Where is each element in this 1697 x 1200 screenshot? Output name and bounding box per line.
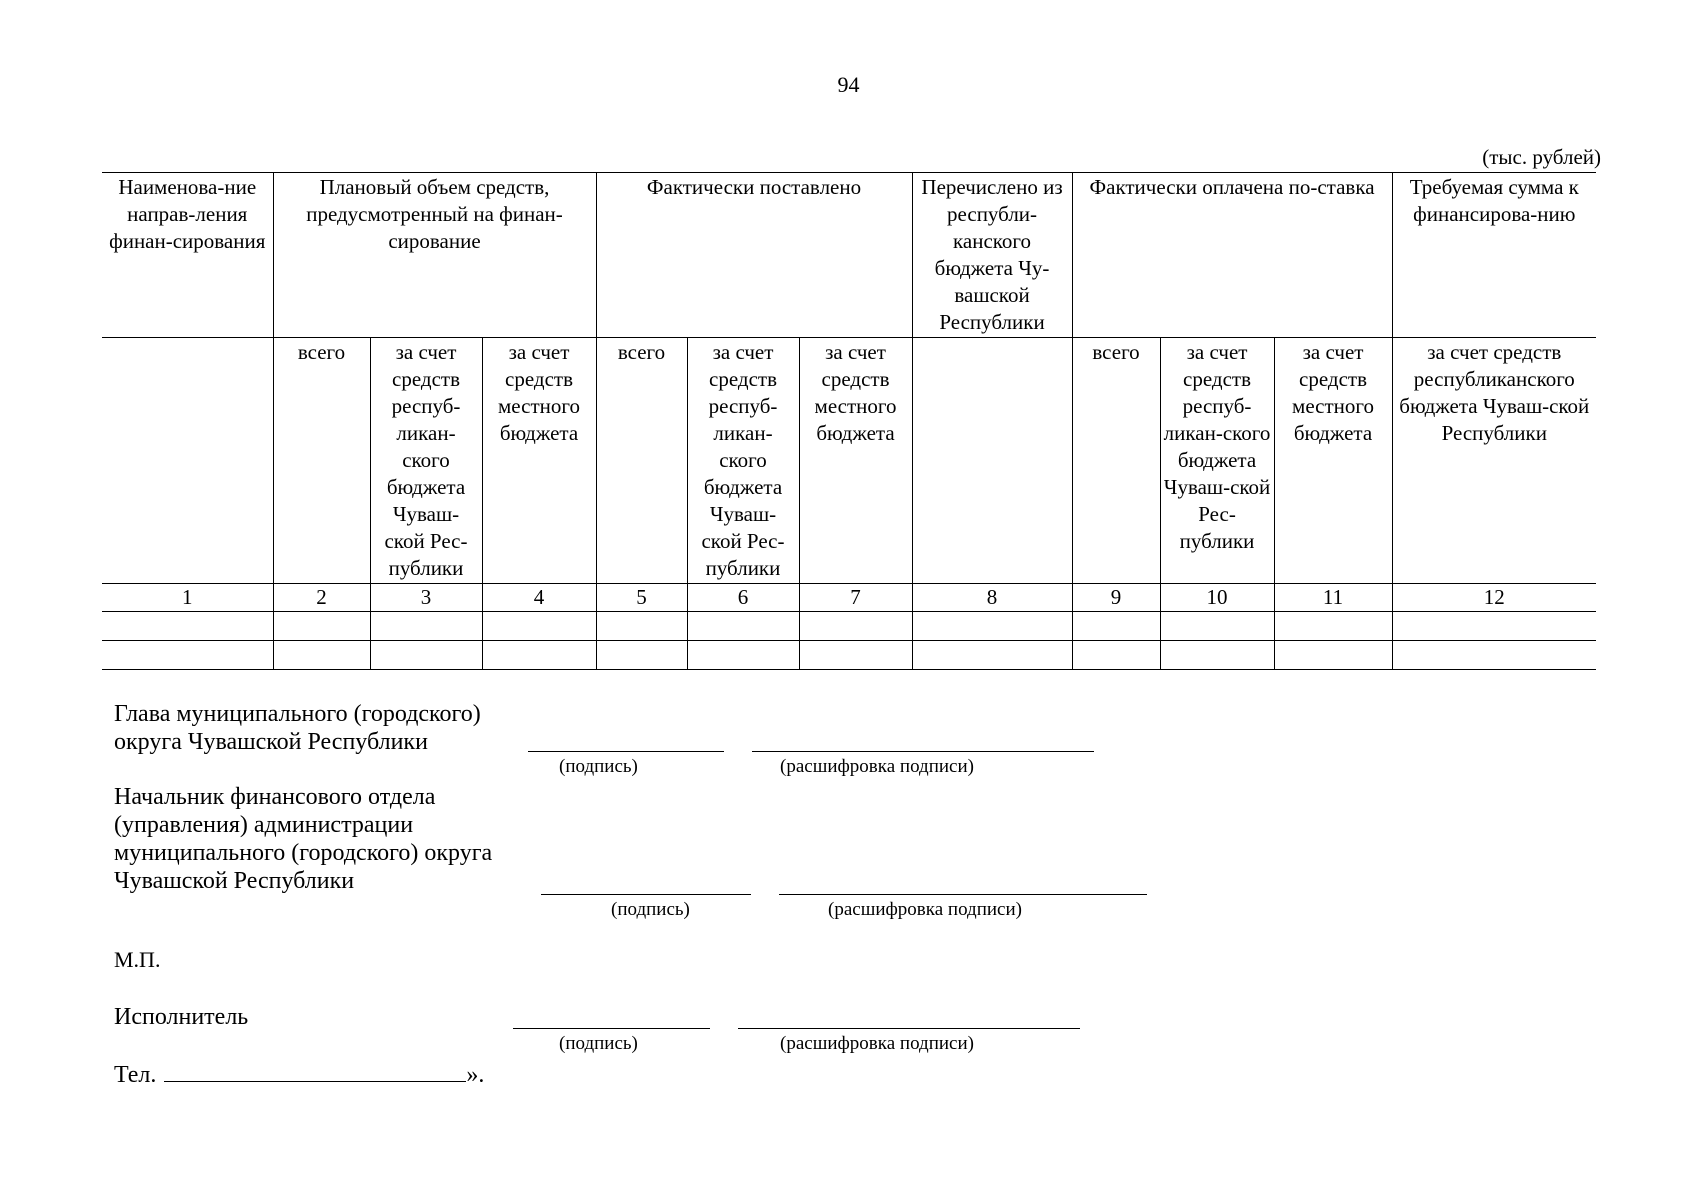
subheader-transferred-empty	[912, 338, 1072, 584]
table-cell	[1160, 612, 1274, 641]
executor-label: Исполнитель	[114, 1004, 249, 1030]
column-number: 2	[273, 584, 370, 612]
tel-end: ».	[466, 1062, 485, 1088]
subheader-planned-republic: за счет средств респуб-ликан-ского бюджета Чуваш-ской Рес-публики	[370, 338, 482, 584]
table-cell	[1072, 641, 1160, 670]
table-cell	[370, 612, 482, 641]
column-number: 9	[1072, 584, 1160, 612]
table-cell	[1160, 641, 1274, 670]
table-cell	[273, 612, 370, 641]
head-signature-line	[528, 751, 724, 752]
header-paid: Фактически оплачена по-ставка	[1072, 173, 1392, 338]
finance-decode-line	[779, 894, 1147, 895]
column-number: 4	[482, 584, 596, 612]
header-delivered: Фактически поставлено	[596, 173, 912, 338]
subheader-paid-local: за счет средств местного бюджета	[1274, 338, 1392, 584]
column-number: 5	[596, 584, 687, 612]
decode-caption: (расшифровка подписи)	[780, 1033, 974, 1054]
column-number: 12	[1392, 584, 1596, 612]
column-number: 8	[912, 584, 1072, 612]
tel-line	[164, 1057, 466, 1082]
table-cell	[799, 641, 912, 670]
financing-table	[102, 172, 1596, 670]
table-cell	[687, 641, 799, 670]
header-required: Требуемая сумма к финансирова-нию	[1392, 173, 1596, 338]
table-cell	[1072, 612, 1160, 641]
header-direction: Наименова-ние направ-ления финан-сирования	[102, 173, 273, 338]
table-cell	[596, 612, 687, 641]
column-number: 1	[102, 584, 273, 612]
column-number: 10	[1160, 584, 1274, 612]
column-number: 3	[370, 584, 482, 612]
table-header-row	[102, 173, 1596, 338]
subheader-delivered-local: за счет средств местного бюджета	[799, 338, 912, 584]
column-number: 11	[1274, 584, 1392, 612]
signature-caption: (подпись)	[559, 756, 638, 777]
table-cell	[799, 612, 912, 641]
subheader-empty	[102, 338, 273, 584]
subheader-delivered-republic: за счет средств респуб-ликан-ского бюджета Чуваш-ской Рес-публики	[687, 338, 799, 584]
decode-caption: (расшифровка подписи)	[780, 756, 974, 777]
subheader-paid-total: всего	[1072, 338, 1160, 584]
table-cell	[102, 612, 273, 641]
executor-signature-line	[513, 1028, 710, 1029]
column-number: 7	[799, 584, 912, 612]
head-decode-line	[752, 751, 1094, 752]
table-cell	[482, 641, 596, 670]
signature-caption: (подпись)	[611, 899, 690, 920]
column-number-row	[102, 584, 1596, 612]
table-cell	[102, 641, 273, 670]
table-cell	[1392, 612, 1596, 641]
tel-row	[114, 1057, 484, 1089]
head-signature-label: Глава муниципального (городского) округа Чувашской Республики	[114, 701, 481, 755]
subheader-planned-total: всего	[273, 338, 370, 584]
column-number: 6	[687, 584, 799, 612]
units-label: (тыс. рублей)	[1482, 145, 1601, 169]
page-number: 94	[837, 72, 860, 97]
finance-signature-label: Начальник финансового отдела (управления) администрации муниципального (городского) округа Чувашской Республики	[114, 784, 493, 894]
table-subheader-row	[102, 338, 1596, 584]
table-cell	[687, 612, 799, 641]
header-planned: Плановый объем средств, предусмотренный на финан-сирование	[273, 173, 596, 338]
table-cell	[1274, 641, 1392, 670]
subheader-paid-republic: за счет средств респуб-ликан-ского бюджета Чуваш-ской Рес-публики	[1160, 338, 1274, 584]
stamp-label: М.П.	[114, 947, 161, 972]
table-cell	[1274, 612, 1392, 641]
table-row	[102, 612, 1596, 641]
table-cell	[370, 641, 482, 670]
table-cell	[1392, 641, 1596, 670]
subheader-planned-local: за счет средств местного бюджета	[482, 338, 596, 584]
tel-label: Тел.	[114, 1062, 157, 1088]
header-transferred: Перечислено из республи-канского бюджета Чу-вашской Республики	[912, 173, 1072, 338]
subheader-delivered-total: всего	[596, 338, 687, 584]
executor-decode-line	[738, 1028, 1080, 1029]
finance-signature-line	[541, 894, 751, 895]
table-cell	[912, 612, 1072, 641]
decode-caption: (расшифровка подписи)	[828, 899, 1022, 920]
table-cell	[912, 641, 1072, 670]
table-row	[102, 641, 1596, 670]
table-cell	[273, 641, 370, 670]
table-cell	[596, 641, 687, 670]
signature-caption: (подпись)	[559, 1033, 638, 1054]
subheader-required-republic: за счет средств республиканского бюджета Чуваш-ской Республики	[1392, 338, 1596, 584]
table-cell	[482, 612, 596, 641]
